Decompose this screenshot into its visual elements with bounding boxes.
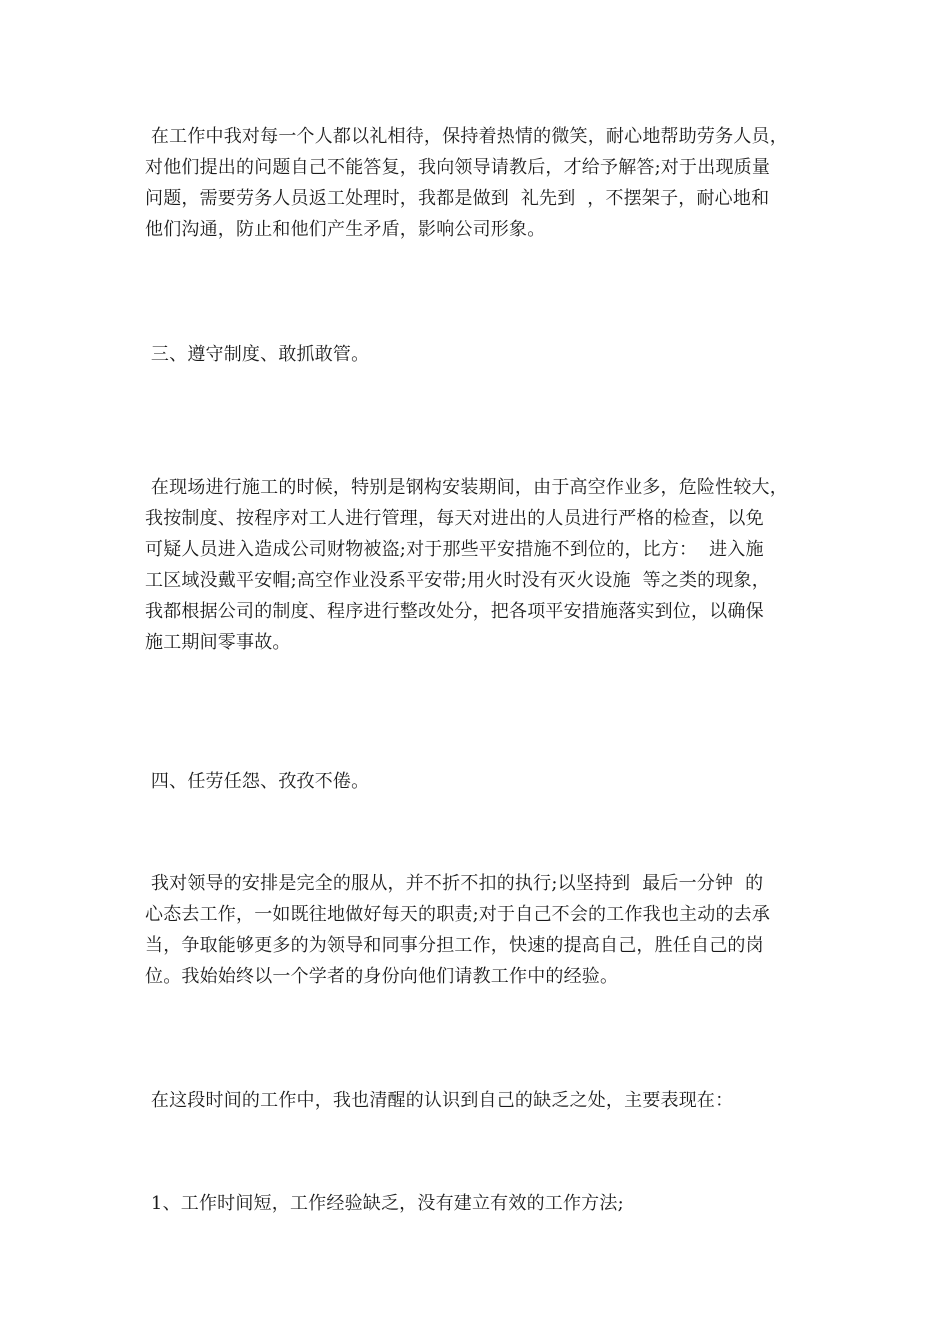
paragraph-courtesy — [145, 121, 825, 245]
text-line: 当，争取能够更多的为领导和同事分担工作，快速的提高自己，胜任自己的岗 — [145, 935, 764, 956]
text-line: 施工期间零事故。 — [145, 632, 291, 653]
text-line: 对他们提出的问题自己不能答复，我向领导请教后，才给予解答;对于出现质量 — [145, 157, 771, 178]
list-item-1 — [145, 1188, 825, 1219]
paragraph-shortcomings-intro — [145, 1085, 825, 1116]
paragraph-site-management — [145, 472, 825, 658]
text-line: 工区域没戴平安帽;高空作业没系平安带;用火时没有灭火设施 等之类的现象， — [145, 570, 770, 591]
text-line: 我对领导的安排是完全的服从，并不折不扣的执行;以坚持到 最后一分钟 的 — [145, 873, 764, 894]
text-line: 在现场进行施工的时候，特别是钢构安装期间，由于高空作业多，危险性较大， — [145, 477, 788, 498]
text-line: 1、工作时间短，工作经验缺乏，没有建立有效的工作方法; — [145, 1193, 624, 1214]
text-line: 我都根据公司的制度、程序进行整改处分，把各项平安措施落实到位，以确保 — [145, 601, 764, 622]
heading-text: 四、任劳任怨、孜孜不倦。 — [145, 771, 370, 792]
text-line: 问题，需要劳务人员返工处理时，我都是做到 礼先到 ，不摆架子，耐心地和 — [145, 188, 770, 209]
heading-text: 三、遵守制度、敢抓敢管。 — [145, 344, 370, 365]
text-line: 可疑人员进入造成公司财物被盗;对于那些平安措施不到位的，比方： 进入施 — [145, 539, 764, 560]
text-line: 位。我始始终以一个学者的身份向他们请教工作中的经验。 — [145, 966, 619, 987]
text-line: 他们沟通，防止和他们产生矛盾，影响公司形象。 — [145, 219, 546, 240]
text-line: 我按制度、按程序对工人进行管理，每天对进出的人员进行严格的检查，以免 — [145, 508, 764, 529]
paragraph-diligence — [145, 868, 825, 992]
text-line: 在工作中我对每一个人都以礼相待，保持着热情的微笑，耐心地帮助劳务人员， — [145, 126, 788, 147]
section-heading-3 — [145, 339, 825, 370]
section-heading-4 — [145, 766, 825, 797]
text-line: 心态去工作，一如既往地做好每天的职责;对于自己不会的工作我也主动的去承 — [145, 904, 771, 925]
text-line: 在这段时间的工作中，我也清醒的认识到自己的缺乏之处，主要表现在： — [145, 1090, 734, 1111]
